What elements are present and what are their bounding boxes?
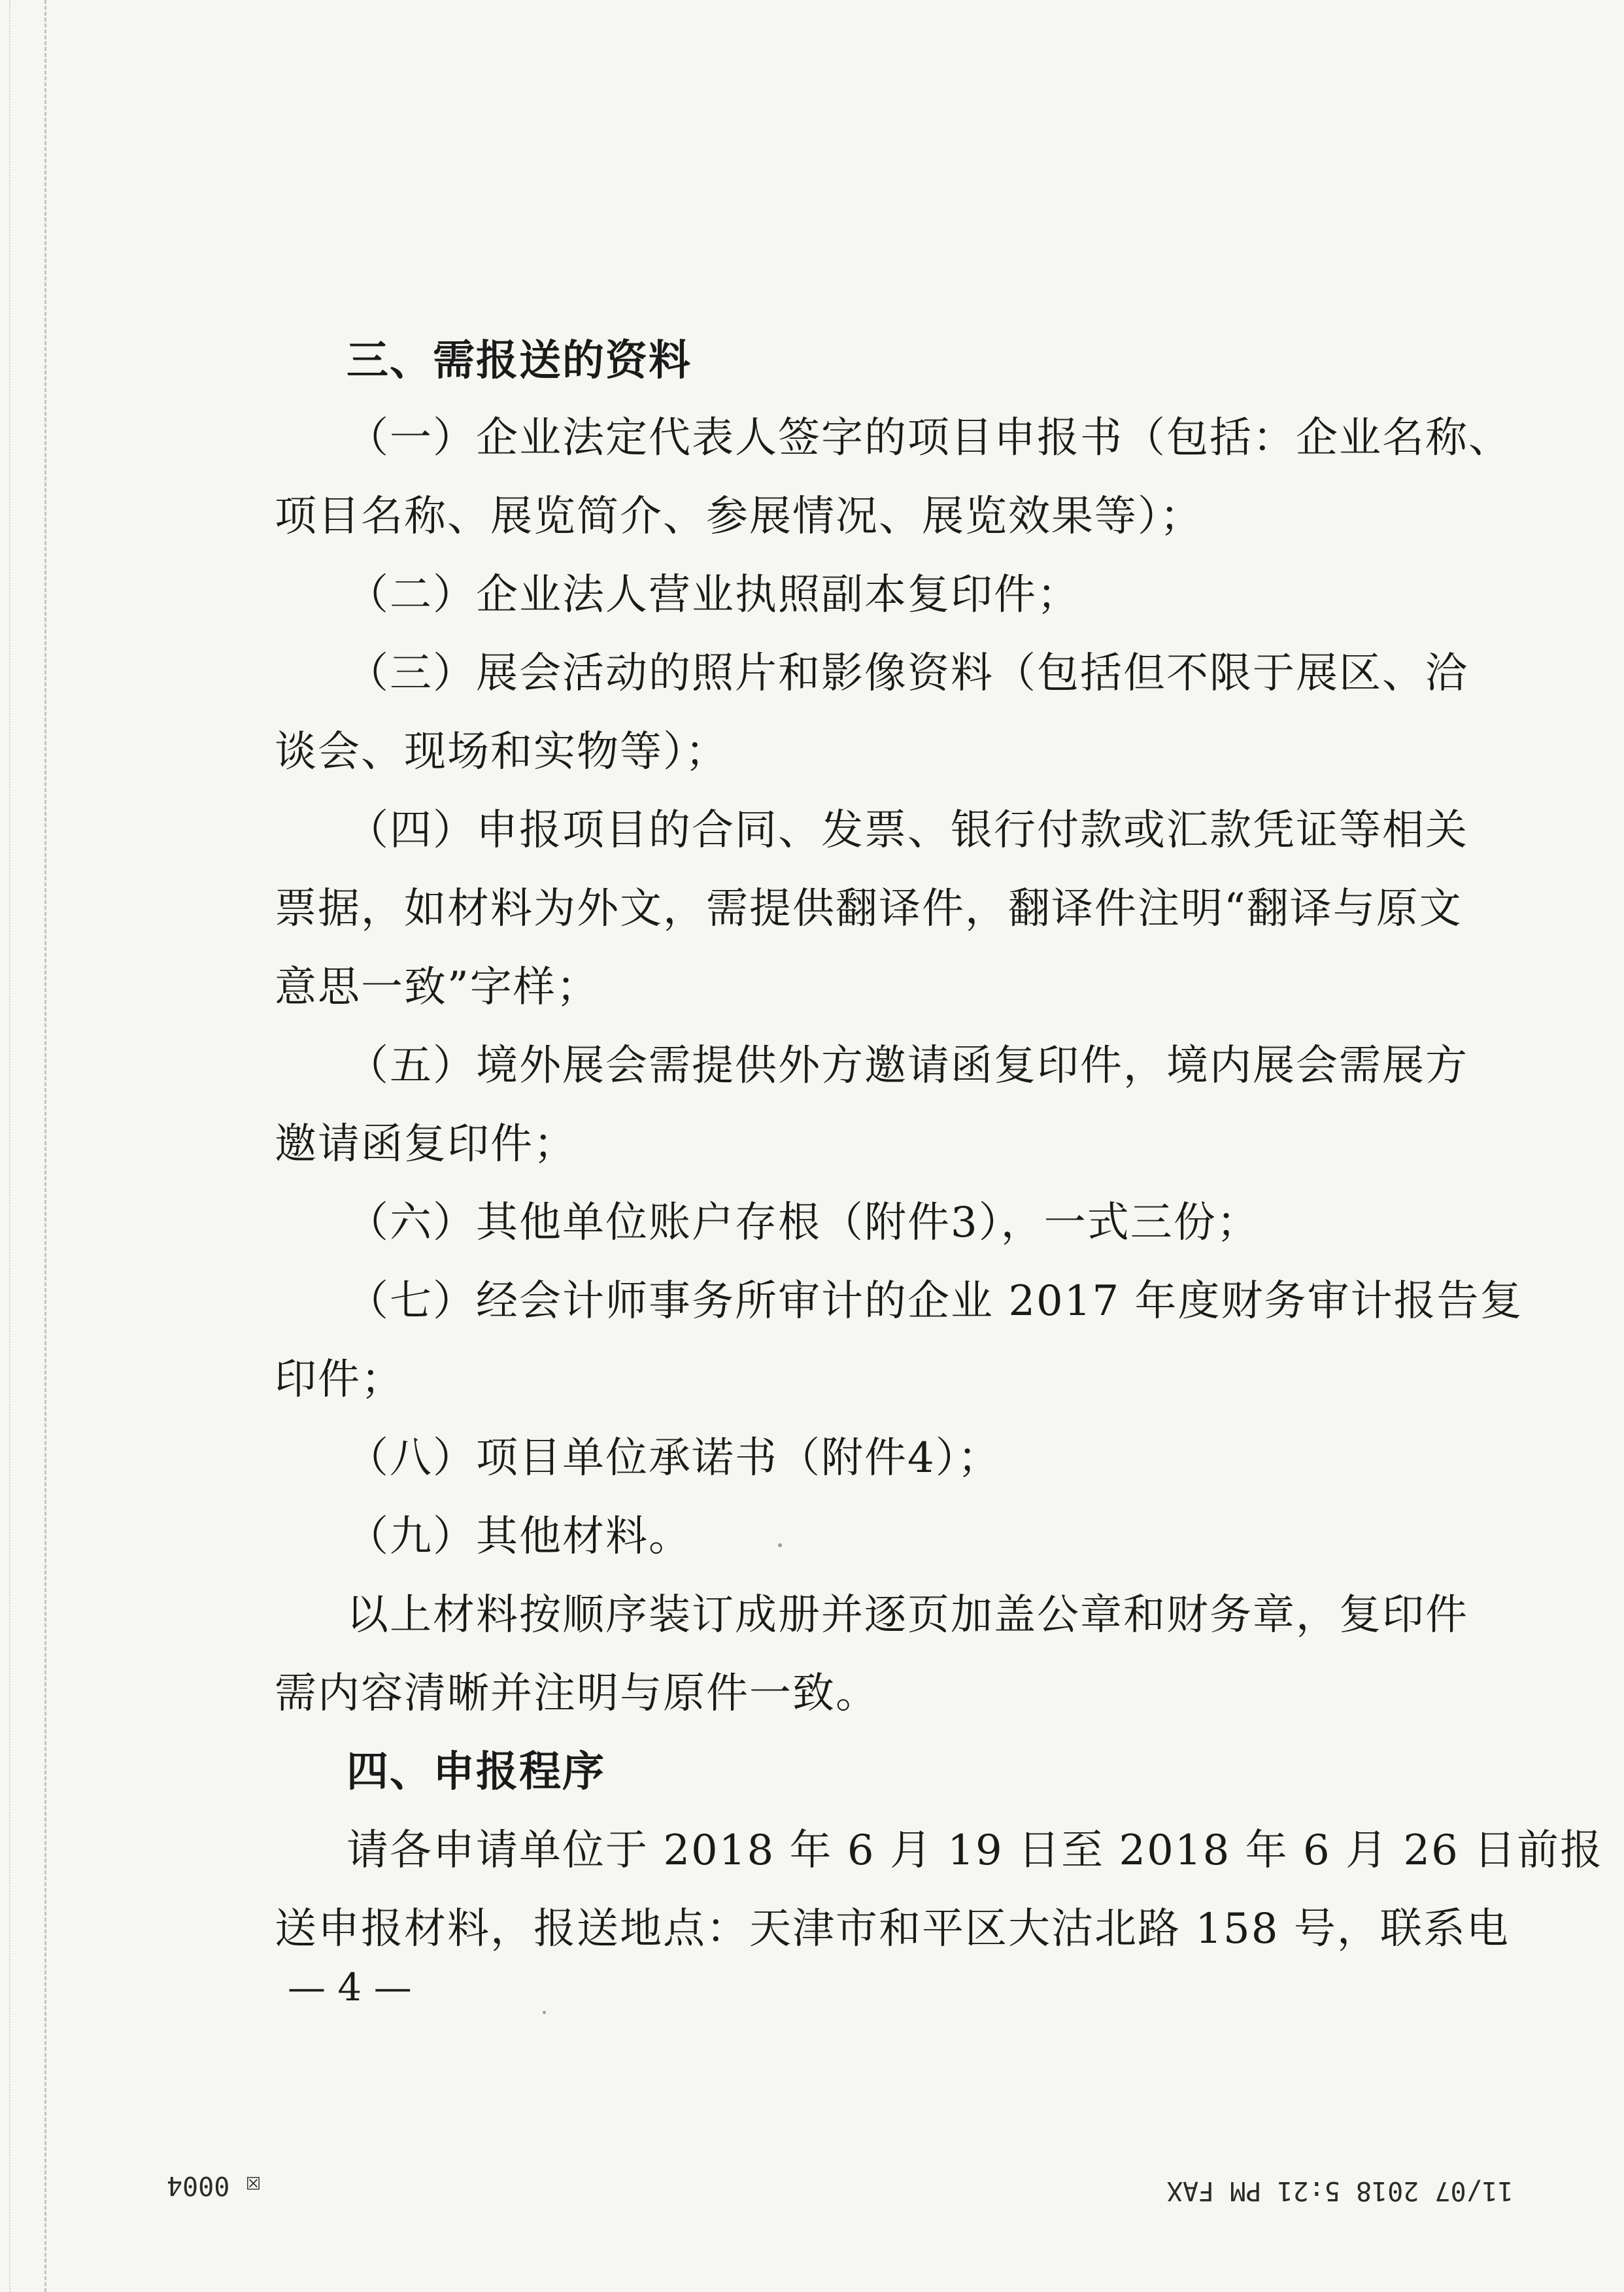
text-line: （一）企业法定代表人签字的项目申报书（包括：企业名称、 [347,414,1512,462]
text-line: （三）展会活动的照片和影像资料（包括但不限于展区、洽 [347,649,1468,698]
text-line: 请各申请单位于 2018 年 6 月 19 日至 2018 年 6 月 26 日前报 [347,1826,1604,1875]
text-line: （四）申报项目的合同、发票、银行付款或汇款凭证等相关 [347,806,1468,855]
text-line: 邀请函复印件； [275,1120,577,1169]
text-line: 以上材料按顺序装订成册并逐页加盖公章和财务章，复印件 [347,1591,1468,1639]
scan-edge-line [44,0,46,2292]
text-line: 需内容清晰并注明与原件一致。 [275,1669,879,1718]
text-line: （七）经会计师事务所审计的企业 2017 年度财务审计报告复 [347,1277,1523,1326]
page-number: — 4 — [288,1965,412,2010]
text-line: （九）其他材料。 [347,1513,692,1561]
text-line: 印件； [275,1356,404,1404]
text-line: 送申报材料，报送地点：天津市和平区大沽北路 158 号，联系电 [275,1905,1510,1953]
scan-speckle [778,1543,782,1547]
text-line: 票据，如材料为外文，需提供翻译件，翻译件注明“翻译与原文 [275,885,1463,933]
section-heading: 四、申报程序 [347,1748,605,1796]
text-line: （五）境外展会需提供外方邀请函复印件，境内展会需展方 [347,1042,1468,1090]
text-line: 谈会、现场和实物等）； [275,728,728,776]
fax-page-counter: ☒ 0004 [167,2170,262,2200]
scan-edge-line [9,0,10,2292]
text-line: 意思一致”字样； [275,963,600,1012]
scan-speckle [543,2011,546,2014]
section-heading: 三、需报送的资料 [347,337,692,385]
text-line: （六）其他单位账户存根（附件3），一式三份； [347,1199,1260,1247]
text-line: （二）企业法人营业执照副本复印件； [347,571,1080,619]
text-line: 项目名称、展览简介、参展情况、展览效果等）； [275,492,1203,541]
fax-timestamp: 11/07 2018 5:21 PM FAX [1167,2176,1514,2206]
text-line: （八）项目单位承诺书（附件4）； [347,1434,1001,1482]
